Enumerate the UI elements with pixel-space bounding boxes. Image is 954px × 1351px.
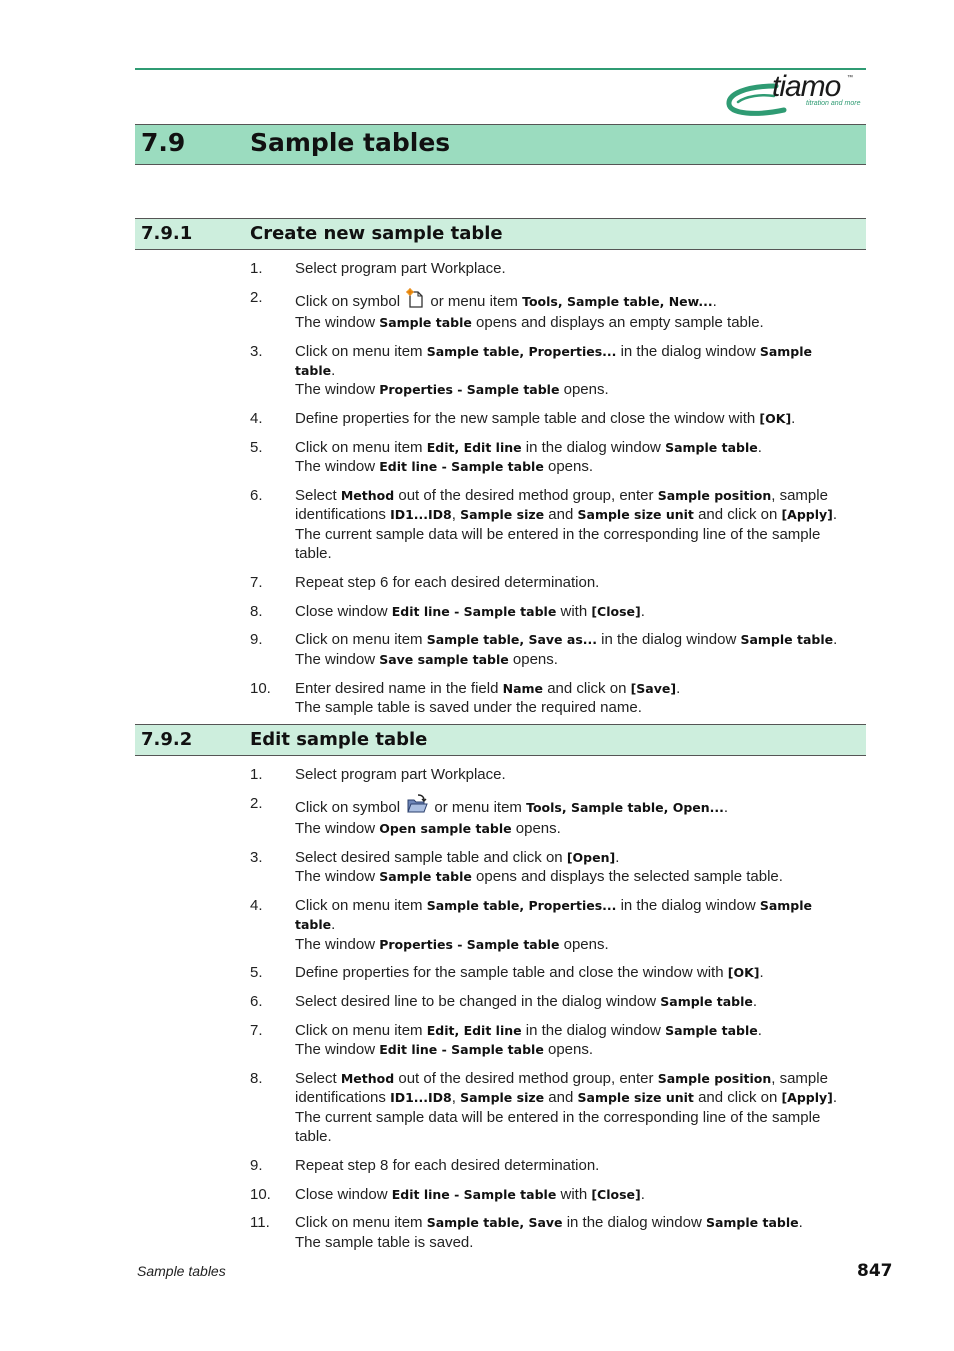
step-line <box>295 765 850 784</box>
step-line <box>295 457 850 476</box>
list-item <box>250 288 850 333</box>
header-rule <box>135 68 866 70</box>
step-line <box>295 573 850 592</box>
step-text: , sample <box>771 1070 828 1088</box>
step-text: Select desired sample table and click on <box>295 848 567 866</box>
step-text: opens. <box>511 820 561 838</box>
step-line <box>295 1040 850 1059</box>
ui-term: [OK] <box>727 965 760 981</box>
ui-term: [Close] <box>591 1186 641 1202</box>
ui-term: Sample table <box>295 343 813 379</box>
ui-term: Sample table <box>295 897 813 933</box>
steps-list-edit <box>250 765 850 1261</box>
section-heading <box>135 124 866 165</box>
ui-term: ID1...ID8 <box>390 1090 452 1106</box>
logo-wordmark: tiamo <box>772 70 841 103</box>
logo-trademark: ™ <box>847 75 853 81</box>
step-text: Select program part Workplace. <box>295 260 506 277</box>
ui-term: Sample position <box>657 1071 772 1087</box>
step-text: The window <box>295 314 380 332</box>
step-line <box>295 544 850 563</box>
step-text: opens. <box>559 935 609 953</box>
step-number: 6. <box>250 487 263 505</box>
step-text: . <box>832 506 838 524</box>
step-text: Click on menu item <box>295 1214 427 1232</box>
step-number: 6. <box>250 993 263 1011</box>
step-number: 5. <box>250 964 263 982</box>
ui-term: Sample table <box>740 632 834 648</box>
step-number: 9. <box>250 631 263 649</box>
step-text: and click on <box>693 506 782 524</box>
list-item <box>250 765 850 784</box>
ui-term: Sample table, Properties... <box>426 897 617 913</box>
ui-term: [Apply] <box>781 1090 833 1106</box>
step-text: . <box>757 439 762 457</box>
step-text: , <box>451 506 461 524</box>
step-text: . <box>331 362 336 380</box>
step-line <box>295 679 850 698</box>
step-line <box>295 848 850 867</box>
step-text: in the dialog window <box>521 1021 666 1039</box>
step-text: opens. <box>508 650 558 668</box>
step-text: . <box>752 993 758 1011</box>
step-text: . <box>615 848 620 866</box>
ui-term: Sample table <box>665 1022 758 1038</box>
ui-term: Properties - Sample table <box>379 936 560 952</box>
step-line <box>295 1108 850 1127</box>
step-text: . <box>832 1089 838 1107</box>
step-text: Click on menu item <box>295 1021 427 1039</box>
step-text: . <box>791 410 796 428</box>
step-number: 8. <box>250 602 263 620</box>
step-text: . <box>798 1214 803 1232</box>
list-item <box>250 259 850 278</box>
step-number: 3. <box>250 342 263 360</box>
step-line <box>295 867 850 886</box>
step-text: in the dialog window <box>616 342 760 360</box>
step-text: in the dialog window <box>597 631 741 649</box>
step-text: The window <box>295 868 380 886</box>
step-line <box>295 342 850 381</box>
step-text: Define properties for the new sample table and close the window with <box>295 410 760 428</box>
list-item <box>250 409 850 428</box>
step-text: Click on menu item <box>295 439 427 457</box>
step-line <box>295 438 850 457</box>
list-item <box>250 1156 850 1175</box>
ui-term: [Close] <box>591 603 641 619</box>
step-text: . <box>833 631 838 649</box>
step-line <box>295 313 850 332</box>
step-text: . <box>759 964 764 982</box>
ui-term: Open sample table <box>379 821 512 837</box>
step-text: The current sample data will be entered in the corresponding line of the sample <box>295 1108 821 1126</box>
logo-tagline: titration and more <box>806 100 861 107</box>
ui-term: ID1...ID8 <box>390 507 452 523</box>
step-line <box>295 259 850 278</box>
step-text: and <box>544 506 578 524</box>
ui-term: Sample table, Save <box>426 1215 563 1231</box>
step-text: opens and displays an empty sample table. <box>471 314 764 332</box>
list-item <box>250 992 850 1011</box>
step-number: 10. <box>250 1185 271 1203</box>
step-text: . <box>331 916 336 934</box>
ui-term: Edit line - Sample table <box>391 603 557 619</box>
list-item <box>250 794 850 839</box>
step-text: in the dialog window <box>521 439 666 457</box>
step-text: The current sample data will be entered in the corresponding line of the sample <box>295 525 821 543</box>
step-text: The window <box>295 1041 380 1059</box>
step-line <box>295 935 850 954</box>
step-text: Click on menu item <box>295 896 427 914</box>
section-title: Sample tables <box>250 128 451 157</box>
step-text: . <box>640 602 645 620</box>
step-text: The window <box>295 935 380 953</box>
step-text: with <box>556 602 592 620</box>
ui-term: Edit line - Sample table <box>391 1186 557 1202</box>
step-text: Enter desired name in the field <box>295 679 503 697</box>
step-line <box>295 992 850 1011</box>
step-text: The window <box>295 650 380 668</box>
step-text: Click on symbol <box>295 292 405 310</box>
step-line <box>295 409 850 428</box>
step-text: . <box>723 798 729 816</box>
step-line <box>295 288 850 313</box>
step-line <box>295 525 850 544</box>
step-text: , <box>451 1089 461 1107</box>
step-number: 1. <box>250 766 263 783</box>
list-item <box>250 1069 850 1146</box>
step-number: 2. <box>250 794 263 812</box>
footer-chapter: Sample tables <box>137 1263 226 1279</box>
ui-term: Edit line - Sample table <box>379 1042 544 1058</box>
ui-term: Sample table <box>379 315 472 331</box>
step-number: 8. <box>250 1070 263 1088</box>
list-item <box>250 486 850 563</box>
step-text: The sample table is saved. <box>295 1233 474 1251</box>
step-line <box>295 963 850 982</box>
step-text: , sample <box>771 487 828 505</box>
step-text: The sample table is saved under the required name. <box>295 698 642 716</box>
step-text: The window <box>295 381 380 399</box>
ui-term: Properties - Sample table <box>379 382 560 398</box>
list-item <box>250 679 850 718</box>
step-line <box>295 1156 850 1175</box>
step-text: Select program part Workplace. <box>295 766 506 783</box>
section-number: 7.9 <box>141 128 186 157</box>
list-item <box>250 1213 850 1252</box>
subsection-title: Create new sample table <box>250 223 503 244</box>
ui-term: Sample size <box>460 1090 545 1106</box>
list-item <box>250 1021 850 1060</box>
list-item <box>250 342 850 400</box>
step-text: opens. <box>543 1041 594 1059</box>
ui-term: Edit line - Sample table <box>379 459 544 475</box>
ui-term: Sample table, Save as... <box>426 632 598 648</box>
step-text: Select <box>295 1070 341 1088</box>
step-line <box>295 602 850 621</box>
step-line <box>295 1088 850 1107</box>
ui-term: Name <box>502 680 544 696</box>
list-item <box>250 1185 850 1204</box>
ui-term: [OK] <box>759 411 792 427</box>
open-sample-table-icon <box>406 794 428 819</box>
ui-term: Sample size unit <box>577 1090 694 1106</box>
step-number: 3. <box>250 848 263 866</box>
step-text: in the dialog window <box>616 896 760 914</box>
subsection-heading-edit <box>135 724 866 756</box>
ui-term: Tools, Sample table, Open... <box>526 799 724 815</box>
step-text: and click on <box>543 679 631 697</box>
step-number: 4. <box>250 410 263 428</box>
ui-term: Edit, Edit line <box>426 440 522 456</box>
step-text: The window <box>295 820 380 838</box>
ui-term: Method <box>340 488 395 504</box>
step-text: Close window <box>295 602 392 620</box>
step-text: and click on <box>693 1089 782 1107</box>
step-line <box>295 794 850 819</box>
ui-term: [Open] <box>566 849 616 865</box>
step-line <box>295 1127 850 1146</box>
ui-term: Sample size <box>460 507 545 523</box>
step-text: . <box>757 1021 762 1039</box>
step-line <box>295 380 850 399</box>
ui-term: [Save] <box>630 680 677 696</box>
step-line <box>295 650 850 669</box>
step-text: in the dialog window <box>562 1214 706 1232</box>
step-text: Click on menu item <box>295 631 427 649</box>
step-text: . <box>640 1185 645 1203</box>
ui-term: [Apply] <box>781 507 833 523</box>
step-text: Repeat step 8 for each desired determination. <box>295 1156 600 1174</box>
list-item <box>250 963 850 982</box>
step-text: identifications <box>295 506 391 524</box>
step-line <box>295 505 850 524</box>
step-text: Click on symbol <box>295 798 405 816</box>
ui-term: Save sample table <box>379 651 509 667</box>
list-item <box>250 630 850 669</box>
ui-term: Sample size unit <box>577 507 694 523</box>
step-text: Define properties for the sample table and close the window with <box>295 964 728 982</box>
step-text: Close window <box>295 1185 392 1203</box>
tiamo-logo <box>726 72 866 118</box>
step-line <box>295 486 850 505</box>
ui-term: Edit, Edit line <box>426 1022 522 1038</box>
step-text: Select desired line to be changed in the dialog window <box>295 993 661 1011</box>
step-text: and <box>544 1089 578 1107</box>
step-number: 5. <box>250 439 263 457</box>
step-text: Repeat step 6 for each desired determination. <box>295 573 600 591</box>
page-number: 847 <box>857 1261 893 1281</box>
step-text: Click on menu item <box>295 342 427 360</box>
step-text: out of the desired method group, enter <box>394 1070 658 1088</box>
step-line <box>295 819 850 838</box>
step-text: opens. <box>543 458 594 476</box>
ui-term: Sample table <box>379 869 472 885</box>
step-number: 4. <box>250 896 263 914</box>
list-item <box>250 602 850 621</box>
step-text: or menu item <box>426 292 523 310</box>
step-text: table. <box>295 545 332 563</box>
ui-term: Tools, Sample table, New... <box>522 293 713 309</box>
step-text: or menu item <box>430 798 527 816</box>
step-number: 10. <box>250 679 271 697</box>
list-item <box>250 896 850 954</box>
ui-term: Sample table <box>705 1215 799 1231</box>
step-text: with <box>556 1185 592 1203</box>
list-item <box>250 573 850 592</box>
step-text: . <box>676 679 681 697</box>
step-text: The window <box>295 458 380 476</box>
step-line <box>295 1213 850 1232</box>
step-line <box>295 630 850 649</box>
ui-term: Sample table <box>660 994 753 1010</box>
step-number: 11. <box>250 1214 270 1232</box>
subsection-number: 7.9.2 <box>141 729 193 750</box>
list-item <box>250 848 850 887</box>
step-text: opens. <box>559 381 609 399</box>
subsection-number: 7.9.1 <box>141 223 193 244</box>
ui-term: Sample position <box>657 488 772 504</box>
steps-list-create <box>250 259 850 727</box>
step-text: table. <box>295 1127 332 1145</box>
ui-term: Sample table <box>665 440 758 456</box>
step-text: . <box>712 292 717 310</box>
ui-term: Method <box>340 1071 395 1087</box>
subsection-heading-create <box>135 218 866 250</box>
step-line <box>295 1069 850 1088</box>
step-text: out of the desired method group, enter <box>394 487 658 505</box>
step-text: Select <box>295 487 341 505</box>
step-line <box>295 1185 850 1204</box>
step-text: identifications <box>295 1089 391 1107</box>
step-text: opens and displays the selected sample table. <box>471 868 783 886</box>
step-number: 2. <box>250 288 263 306</box>
step-line <box>295 896 850 935</box>
list-item <box>250 438 850 477</box>
step-line <box>295 1021 850 1040</box>
step-number: 7. <box>250 1021 263 1039</box>
step-line <box>295 1233 850 1252</box>
subsection-title: Edit sample table <box>250 729 428 750</box>
step-number: 1. <box>250 260 263 277</box>
step-number: 7. <box>250 573 263 591</box>
new-sample-table-icon <box>406 288 424 313</box>
step-number: 9. <box>250 1156 263 1174</box>
step-line <box>295 698 850 717</box>
ui-term: Sample table, Properties... <box>426 343 617 359</box>
